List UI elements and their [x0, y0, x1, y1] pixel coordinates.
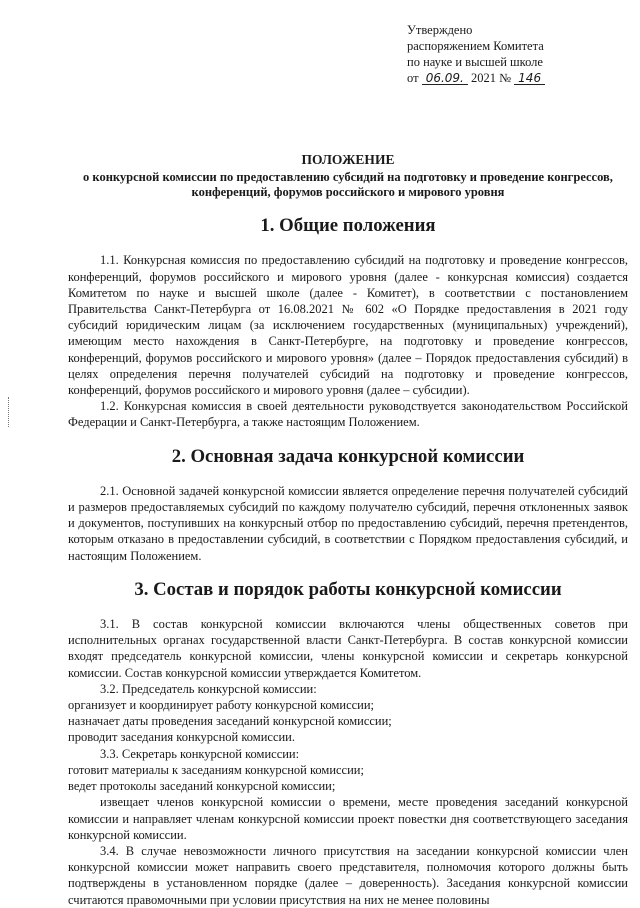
section-3-item-3a: готовит материалы к заседаниям конкурсной комиссии;: [68, 762, 364, 777]
section-3-item-2b: назначает даты проведения заседаний конкурсной комиссии;: [68, 714, 392, 729]
approval-line-3: по науке и высшей школе: [407, 55, 543, 69]
section-3-item-3c: извещает членов конкурсной комиссии о времени, месте проведения заседаний конкурсной комиссии и направляет членам конкурсной комиссии проект повестки дня соответствующего заседания конкурсной комиссии.: [68, 795, 628, 842]
approval-date-handwritten: 06.09.: [422, 72, 468, 85]
document-subtitle: о конкурсной комиссии по предоставлению субсидий на подготовку и проведение конгрессов, конференций, форумов российского и мирового уровня: [83, 170, 613, 200]
section-3-paragraph-2: 3.2. Председатель конкурсной комиссии:: [100, 681, 317, 696]
section-2-heading: 2. Основная задача конкурсной комиссии: [171, 445, 525, 467]
section-1-paragraph-2: 1.2. Конкурсная комиссия в своей деятельности руководствуется законодательством Российской Федерации и Санкт-Петербурга, а также настоящим Положением.: [68, 399, 628, 430]
approval-line-1: Утверждено: [407, 23, 473, 37]
approval-date-line: [407, 70, 627, 86]
approval-number-handwritten: 146: [514, 72, 545, 85]
section-3-paragraph-4: 3.4. В случае невозможности личного присутствия на заседании конкурсной комиссии член конкурсной комиссии может направить своего представителя, полномочия которого должны быть подтверждены в установленном порядке (далее – доверенность). Заседания конкурсной комиссии считаются правомочными при условии присутствия на них не менее половины: [68, 843, 628, 907]
section-1-paragraph-1: 1.1. Конкурсная комиссия по предоставлению субсидий на подготовку и проведение конгрессов, конференций, форумов российского и мирового уровня (далее - конкурсная комиссия) создается Комитетом по науке и высшей школе (далее - Комитет), в соответствии с постановлением Правительства Санкт-Петербурга от 16.08.2021 № 602 «О Порядке предоставления в 2021 году субсидий юридическим лицам (за исключением государственных (муниципальных) учреждений), имеющим место нахождения в Санкт-Петербурге, на подготовку и проведение конгрессов, конференций, форумов российского и мирового уровня» (далее – Порядок предоставления субсидий) в целях определения перечня получателей субсидий на подготовку и проведение конгрессов, конференций, форумов российского и мирового уровня (далее – субсидии).: [68, 253, 628, 398]
section-3-item-2a: организует и координирует работу конкурсной комиссии;: [68, 698, 375, 713]
approval-line-2: распоряжением Комитета: [407, 39, 544, 53]
section-3-paragraph-1: 3.1. В состав конкурсной комиссии включаются члены общественных советов при исполнительных органах государственной власти Санкт-Петербурга. В состав конкурсной комиссии входят председатель конкурсной комиссии, члены конкурсной комиссии и секретарь конкурсной комиссии. Состав конкурсной комиссии утверждается Комитетом.: [68, 617, 628, 680]
section-3-item-2c: проводит заседания конкурсной комиссии.: [68, 730, 295, 745]
document-body: [68, 152, 628, 908]
section-1-heading: 1. Общие положения: [260, 215, 436, 237]
approval-from-prefix: от: [407, 71, 419, 85]
section-3-item-3b: ведет протоколы заседаний конкурсной комиссии;: [68, 779, 336, 794]
approval-stamp-block: [407, 22, 627, 86]
document-title: ПОЛОЖЕНИЕ: [301, 152, 395, 167]
scan-margin-mark: [8, 397, 10, 427]
section-3-heading: 3. Состав и порядок работы конкурсной комиссии: [134, 578, 562, 600]
section-3-paragraph-3: 3.3. Секретарь конкурсной комиссии:: [100, 746, 300, 761]
approval-year-number: 2021 №: [470, 71, 512, 85]
section-2-paragraph-1: 2.1. Основной задачей конкурсной комиссии является определение перечня получателей субсидий и размеров предоставляемых субсидий по каждому получателю субсидий, перечня отклоненных заявок и документов, поступивших на конкурсный отбор по предоставлению субсидий, перечня претендентов, которым отказано в предоставлении субсидий, в соответствии с Порядком предоставления субсидий, и настоящим Положением.: [68, 483, 628, 563]
